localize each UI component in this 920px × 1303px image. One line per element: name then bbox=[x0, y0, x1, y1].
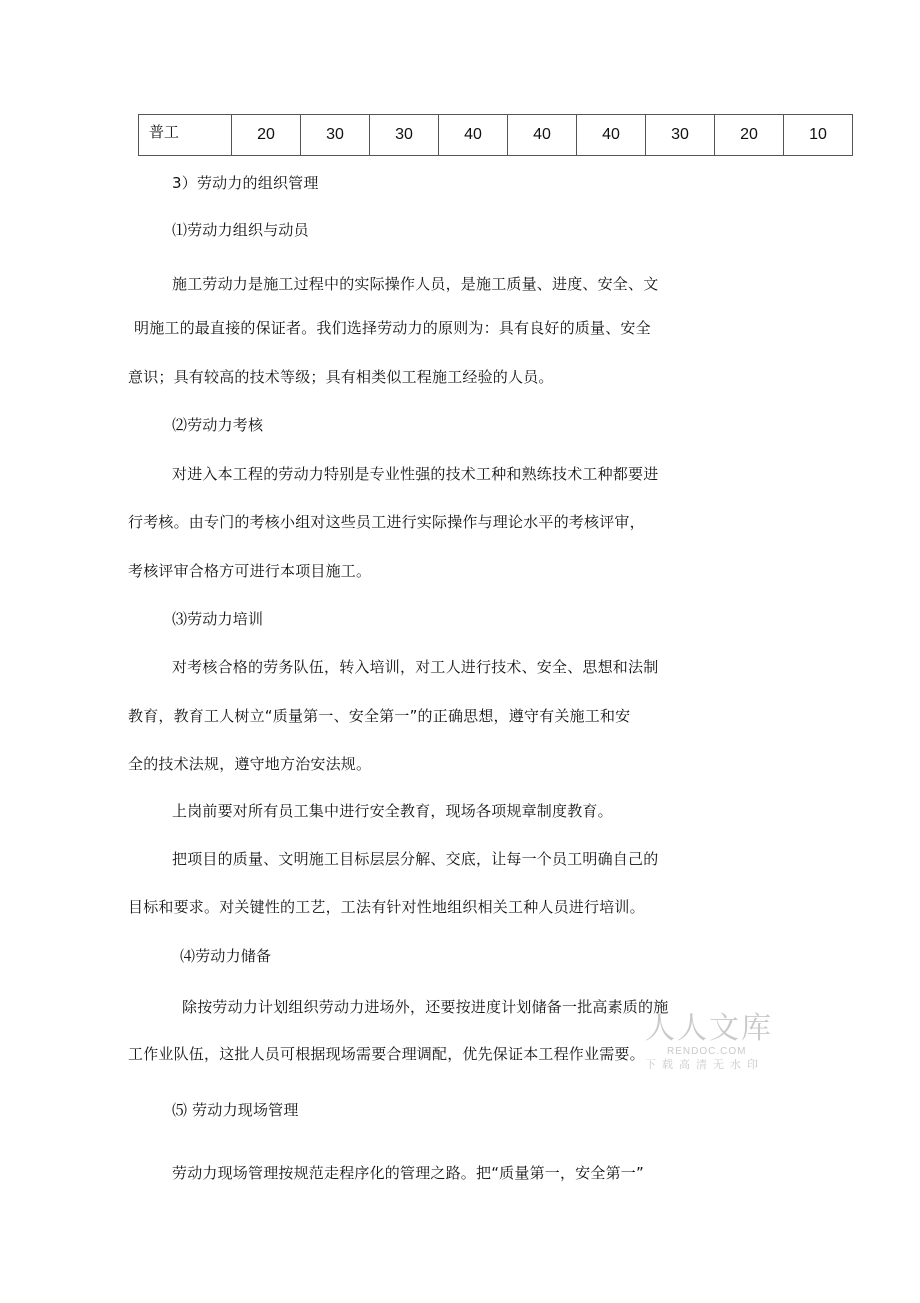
paragraph-line: 明施工的最直接的保证者。我们选择劳动力的原则为：具有良好的质量、安全 bbox=[134, 319, 651, 337]
table-row bbox=[139, 115, 853, 156]
subsection-heading: ⑶劳动力培训 bbox=[172, 610, 264, 628]
paragraph-line: 上岗前要对所有员工集中进行安全教育，现场各项规章制度教育。 bbox=[172, 802, 613, 820]
labor-table bbox=[138, 114, 853, 156]
paragraph-line: 对进入本工程的劳动力特别是专业性强的技术工种和熟练技术工种都要进 bbox=[172, 465, 659, 483]
paragraph-line: 目标和要求。对关键性的工艺，工法有针对性地组织相关工种人员进行培训。 bbox=[128, 898, 645, 916]
watermark-title: 人人文库 bbox=[645, 1011, 773, 1046]
row-label: 普工 bbox=[139, 115, 232, 156]
table-cell: 40 bbox=[577, 115, 646, 156]
watermark-logo bbox=[645, 1012, 775, 1072]
paragraph-line: 意识；具有较高的技术等级；具有相类似工程施工经验的人员。 bbox=[128, 368, 554, 386]
subsection-heading: ⑴劳动力组织与动员 bbox=[172, 221, 309, 239]
paragraph-line: 施工劳动力是施工过程中的实际操作人员，是施工质量、进度、安全、文 bbox=[172, 275, 659, 293]
watermark-site: RENDOC.COM bbox=[667, 1046, 747, 1057]
paragraph-line: 行考核。由专门的考核小组对这些员工进行实际操作与理论水平的考核评审， bbox=[128, 513, 645, 531]
paragraph-line: 对考核合格的劳务队伍，转入培训，对工人进行技术、安全、思想和法制 bbox=[172, 658, 659, 676]
table-cell: 40 bbox=[508, 115, 577, 156]
paragraph-line: 把项目的质量、文明施工目标层层分解、交底，让每一个员工明确自己的 bbox=[172, 850, 659, 868]
table-cell: 30 bbox=[301, 115, 370, 156]
table-cell: 20 bbox=[232, 115, 301, 156]
section-heading: 3）劳动力的组织管理 bbox=[172, 174, 319, 192]
paragraph-line: 全的技术法规，遵守地方治安法规。 bbox=[128, 755, 372, 773]
table-cell: 30 bbox=[646, 115, 715, 156]
subsection-heading: ⑸ 劳动力现场管理 bbox=[172, 1101, 299, 1119]
table-cell: 10 bbox=[784, 115, 853, 156]
paragraph-line: 考核评审合格方可进行本项目施工。 bbox=[128, 562, 372, 580]
watermark-note: 下载高清无水印 bbox=[645, 1058, 764, 1071]
subsection-heading: ⑷劳动力储备 bbox=[180, 947, 272, 965]
table-cell: 30 bbox=[370, 115, 439, 156]
paragraph-line: 劳动力现场管理按规范走程序化的管理之路。把“质量第一，安全第一” bbox=[172, 1164, 644, 1182]
paragraph-line: 教育，教育工人树立“质量第一、安全第一”的正确思想，遵守有关施工和安 bbox=[128, 707, 631, 725]
paragraph-line: 除按劳动力计划组织劳动力进场外，还要按进度计划储备一批高素质的施 bbox=[182, 998, 669, 1016]
subsection-heading: ⑵劳动力考核 bbox=[172, 416, 264, 434]
table-cell: 40 bbox=[439, 115, 508, 156]
paragraph-line: 工作业队伍，这批人员可根据现场需要合理调配，优先保证本工程作业需要。 bbox=[128, 1045, 645, 1063]
table-cell: 20 bbox=[715, 115, 784, 156]
